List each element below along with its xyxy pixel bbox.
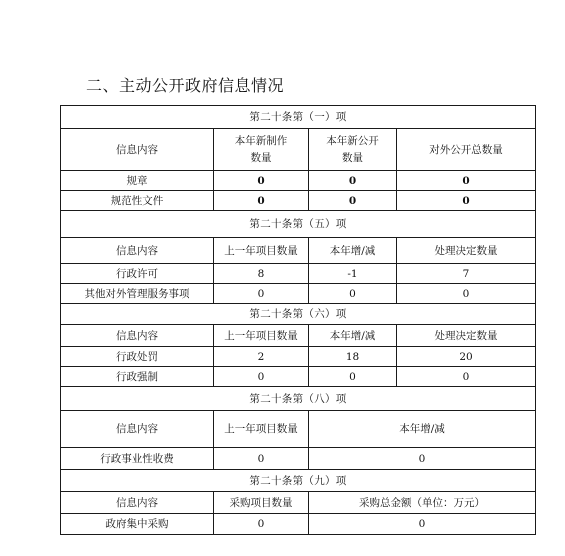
row-label: 规章 [61, 171, 214, 191]
row-value: -1 [309, 264, 397, 284]
header-cell: 信息内容 [61, 238, 214, 264]
header-cell: 本年增/减 [309, 238, 397, 264]
row-label: 行政许可 [61, 264, 214, 284]
row-label: 其他对外管理服务事项 [61, 284, 214, 304]
row-value: 0 [397, 367, 536, 387]
section-title-row [61, 106, 536, 129]
row-value: 0 [214, 367, 309, 387]
row-value: 0 [309, 284, 397, 304]
table-row [61, 284, 536, 304]
row-value: 0 [214, 284, 309, 304]
disclosure-table [60, 105, 536, 535]
table-row [61, 367, 536, 387]
header-cell: 本年增/减 [309, 325, 397, 347]
row-value: 0 [309, 448, 536, 470]
section-title: 第二十条第（八）项 [61, 387, 536, 411]
header-cell: 信息内容 [61, 411, 214, 448]
row-label: 行政强制 [61, 367, 214, 387]
header-row [61, 129, 536, 171]
row-value: 0 [214, 191, 309, 211]
table-row [61, 514, 536, 535]
row-value: 0 [214, 171, 309, 191]
header-cell: 采购总金额（单位：万元） [309, 492, 536, 514]
header-cell: 本年新制作数量 [214, 129, 309, 171]
section-title: 第二十条第（六）项 [61, 304, 536, 325]
row-value: 0 [214, 514, 309, 535]
row-value: 7 [397, 264, 536, 284]
header-cell: 对外公开总数量 [397, 129, 536, 171]
header-cell: 信息内容 [61, 492, 214, 514]
header-cell: 上一年项目数量 [214, 325, 309, 347]
row-value: 0 [309, 367, 397, 387]
section-title: 第二十条第（一）项 [61, 106, 536, 129]
header-cell: 本年增/减 [309, 411, 536, 448]
section-title-row [61, 304, 536, 325]
header-cell: 处理决定数量 [397, 325, 536, 347]
row-value: 0 [309, 171, 397, 191]
row-value: 20 [397, 347, 536, 367]
row-value: 0 [397, 191, 536, 211]
header-cell: 上一年项目数量 [214, 238, 309, 264]
table-row [61, 347, 536, 367]
row-label: 规范性文件 [61, 191, 214, 211]
row-value: 0 [397, 171, 536, 191]
table-row [61, 191, 536, 211]
header-cell: 处理决定数量 [397, 238, 536, 264]
section-title: 第二十条第（九）项 [61, 470, 536, 492]
page-heading: 二、主动公开政府信息情况 [86, 76, 285, 95]
row-value: 8 [214, 264, 309, 284]
header-row [61, 492, 536, 514]
header-cell: 采购项目数量 [214, 492, 309, 514]
row-value: 2 [214, 347, 309, 367]
header-row [61, 411, 536, 448]
row-value: 0 [309, 514, 536, 535]
row-label: 行政事业性收费 [61, 448, 214, 470]
row-value: 18 [309, 347, 397, 367]
section-title: 第二十条第（五）项 [61, 211, 536, 238]
header-row [61, 325, 536, 347]
table-row [61, 448, 536, 470]
section-title-row [61, 211, 536, 238]
header-cell: 信息内容 [61, 325, 214, 347]
table-row [61, 264, 536, 284]
header-cell: 上一年项目数量 [214, 411, 309, 448]
row-value: 0 [309, 191, 397, 211]
row-label: 行政处罚 [61, 347, 214, 367]
header-cell: 本年新公开数量 [309, 129, 397, 171]
header-row [61, 238, 536, 264]
table-row [61, 171, 536, 191]
header-cell: 信息内容 [61, 129, 214, 171]
section-title-row [61, 387, 536, 411]
row-label: 政府集中采购 [61, 514, 214, 535]
section-title-row [61, 470, 536, 492]
row-value: 0 [214, 448, 309, 470]
row-value: 0 [397, 284, 536, 304]
